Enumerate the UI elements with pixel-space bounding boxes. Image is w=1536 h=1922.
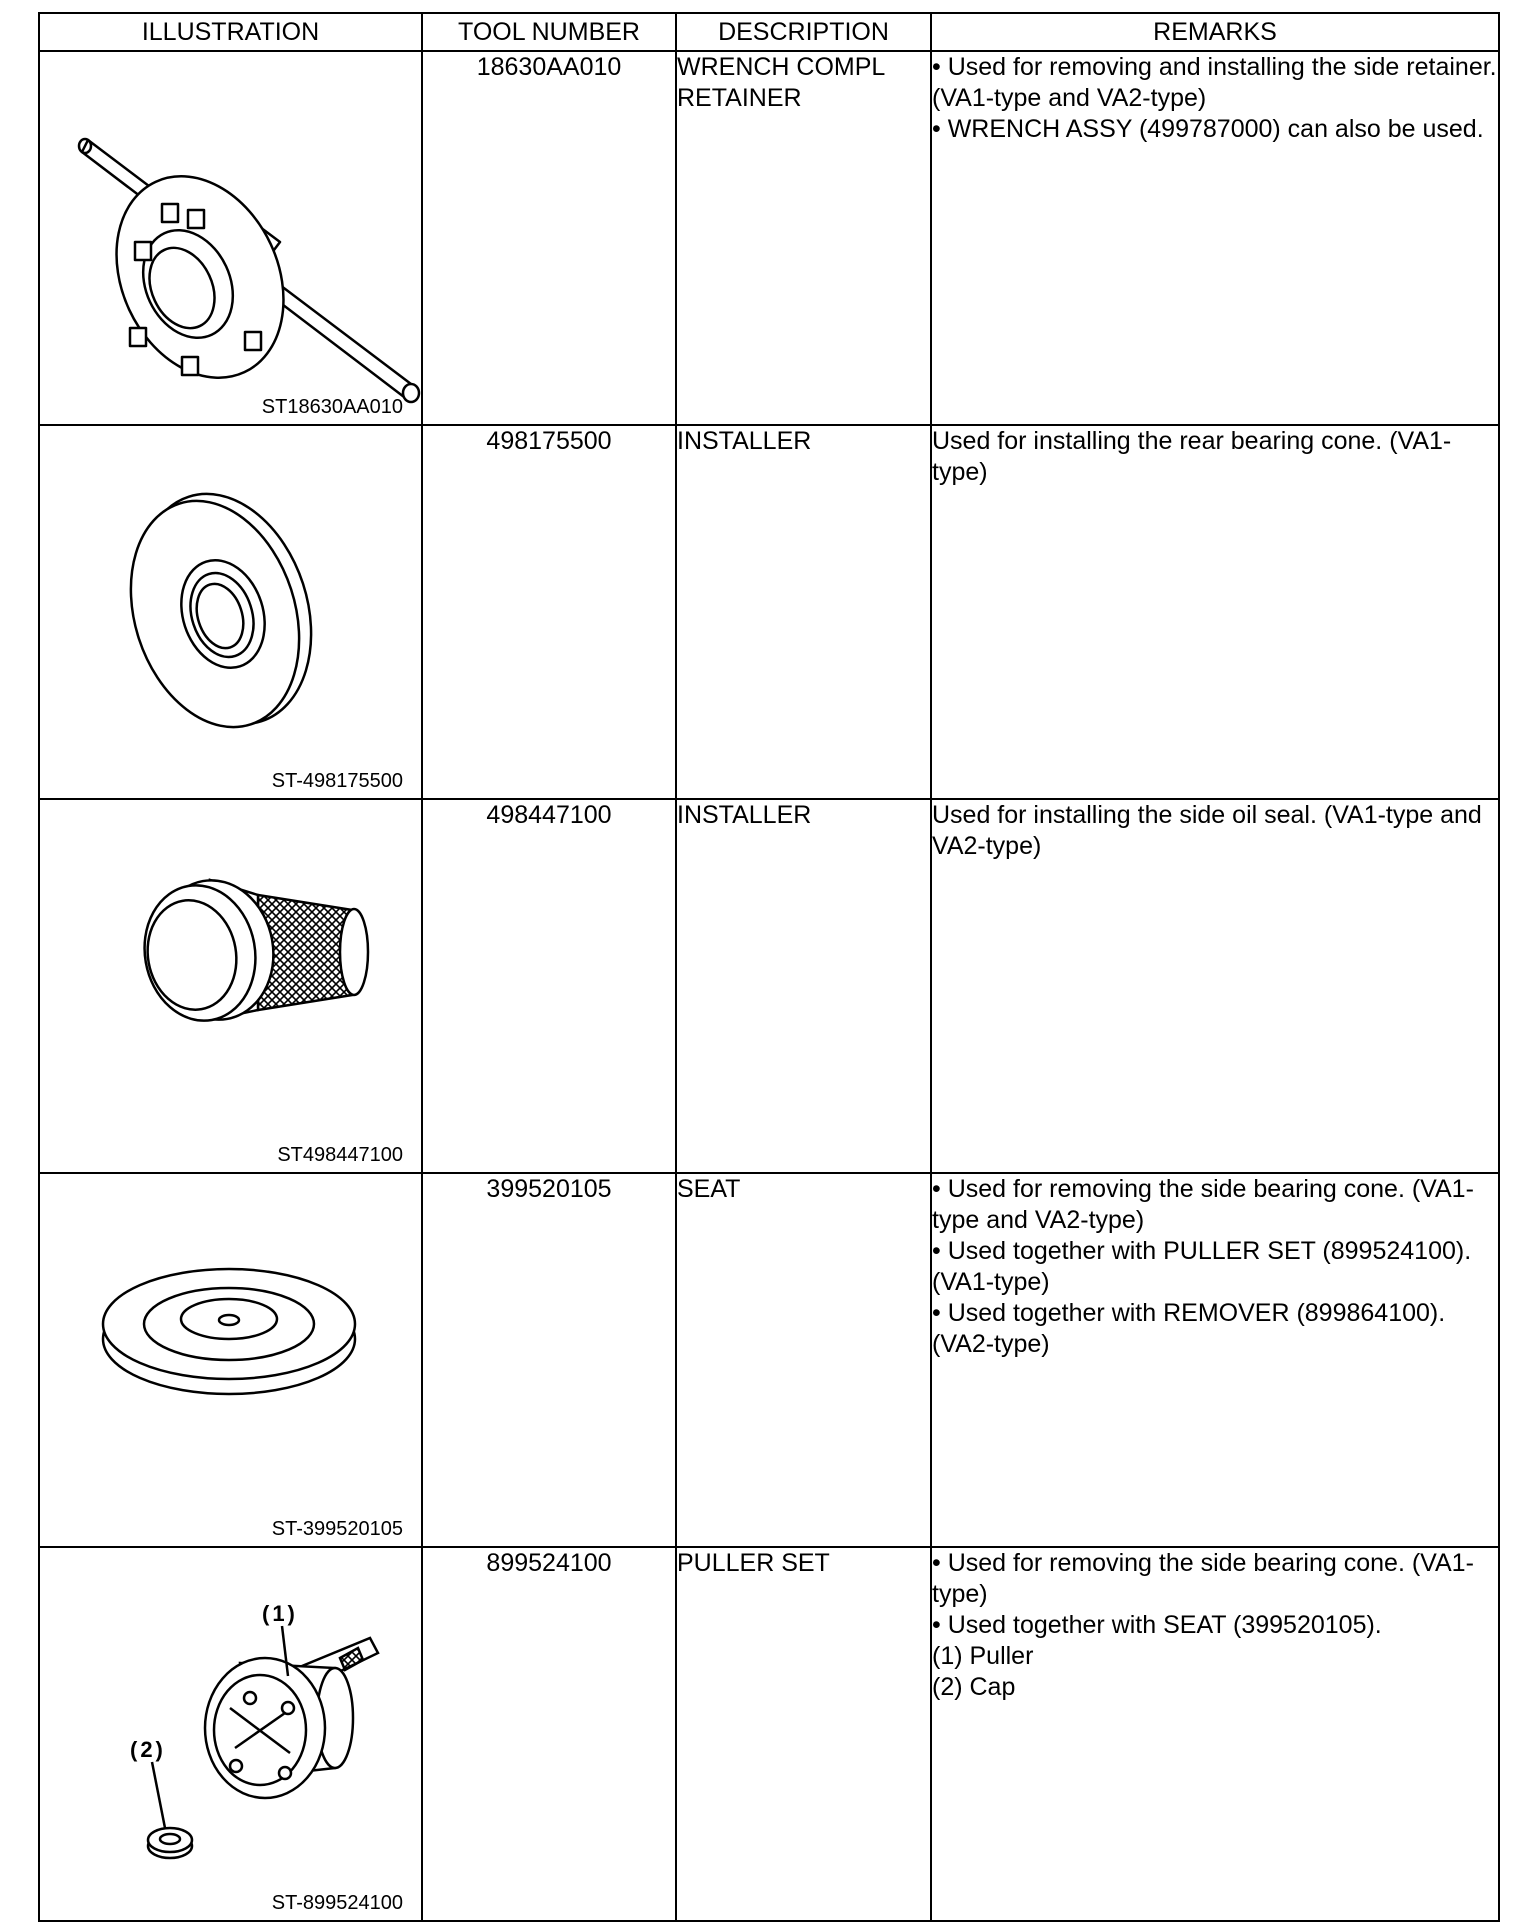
remarks-cell (931, 51, 1499, 425)
tool-number-cell: 498175500 (422, 425, 676, 799)
table-row (39, 1173, 1499, 1547)
remark-line: • Used for removing the side bearing cone. (VA1-type and VA2-type) (932, 1175, 1474, 1234)
header-remarks: REMARKS (931, 13, 1499, 51)
remark-line: Used for installing the side oil seal. (VA1-type and VA2-type) (932, 801, 1482, 860)
header-row (39, 13, 1499, 51)
table-row (39, 51, 1499, 425)
description-cell: PULLER SET (676, 1547, 931, 1921)
tool-number-cell: 399520105 (422, 1173, 676, 1547)
description-cell: SEAT (676, 1173, 931, 1547)
remark-line: • Used together with PULLER SET (899524100). (VA1-type) (932, 1237, 1472, 1296)
remark-line: • WRENCH ASSY (499787000) can also be used. (932, 115, 1484, 143)
illustration-cell (39, 1547, 422, 1921)
illustration-caption: ST-399520105 (271, 1518, 403, 1540)
callout-2: (2) (130, 1737, 166, 1762)
illustration-caption: ST18630AA010 (261, 396, 403, 418)
table-row (39, 799, 1499, 1173)
wrench-illustration (40, 52, 423, 424)
callout-1: (1) (262, 1601, 298, 1626)
remark-line: (1) Puller (932, 1642, 1034, 1670)
illustration-caption: ST-498175500 (271, 770, 403, 792)
special-tools-table (38, 12, 1500, 1922)
puller-set-illustration (40, 1548, 423, 1920)
tool-number-cell: 498447100 (422, 799, 676, 1173)
remark-line: Used for installing the rear bearing cone. (VA1-type) (932, 427, 1452, 486)
remark-line: • Used together with REMOVER (899864100). (VA2-type) (932, 1299, 1446, 1358)
illustration-cell (39, 425, 422, 799)
description-cell: WRENCH COMPL RETAINER (676, 51, 931, 425)
remark-line: (2) Cap (932, 1673, 1016, 1701)
table-row (39, 425, 1499, 799)
header-illustration: ILLUSTRATION (39, 13, 422, 51)
remark-line: • Used for removing the side bearing cone. (VA1-type) (932, 1549, 1474, 1608)
remarks-cell (931, 425, 1499, 799)
installer-disc-illustration (40, 426, 423, 798)
seat-illustration (40, 1174, 423, 1546)
illustration-cell (39, 51, 422, 425)
remarks-cell (931, 1173, 1499, 1547)
table-row (39, 1547, 1499, 1921)
illustration-cell (39, 799, 422, 1173)
illustration-caption: ST498447100 (277, 1144, 403, 1166)
header-tool-number: TOOL NUMBER (422, 13, 676, 51)
illustration-cell (39, 1173, 422, 1547)
remarks-cell (931, 799, 1499, 1173)
remarks-cell (931, 1547, 1499, 1921)
tool-number-cell: 18630AA010 (422, 51, 676, 425)
header-description: DESCRIPTION (676, 13, 931, 51)
description-cell: INSTALLER (676, 425, 931, 799)
tool-number-cell: 899524100 (422, 1547, 676, 1921)
remark-line: • Used together with SEAT (399520105). (932, 1611, 1382, 1639)
installer-knurled-illustration (40, 800, 423, 1172)
description-cell: INSTALLER (676, 799, 931, 1173)
illustration-caption: ST-899524100 (271, 1892, 403, 1914)
remark-line: • Used for removing and installing the side retainer. (VA1-type and VA2-type) (932, 53, 1497, 112)
